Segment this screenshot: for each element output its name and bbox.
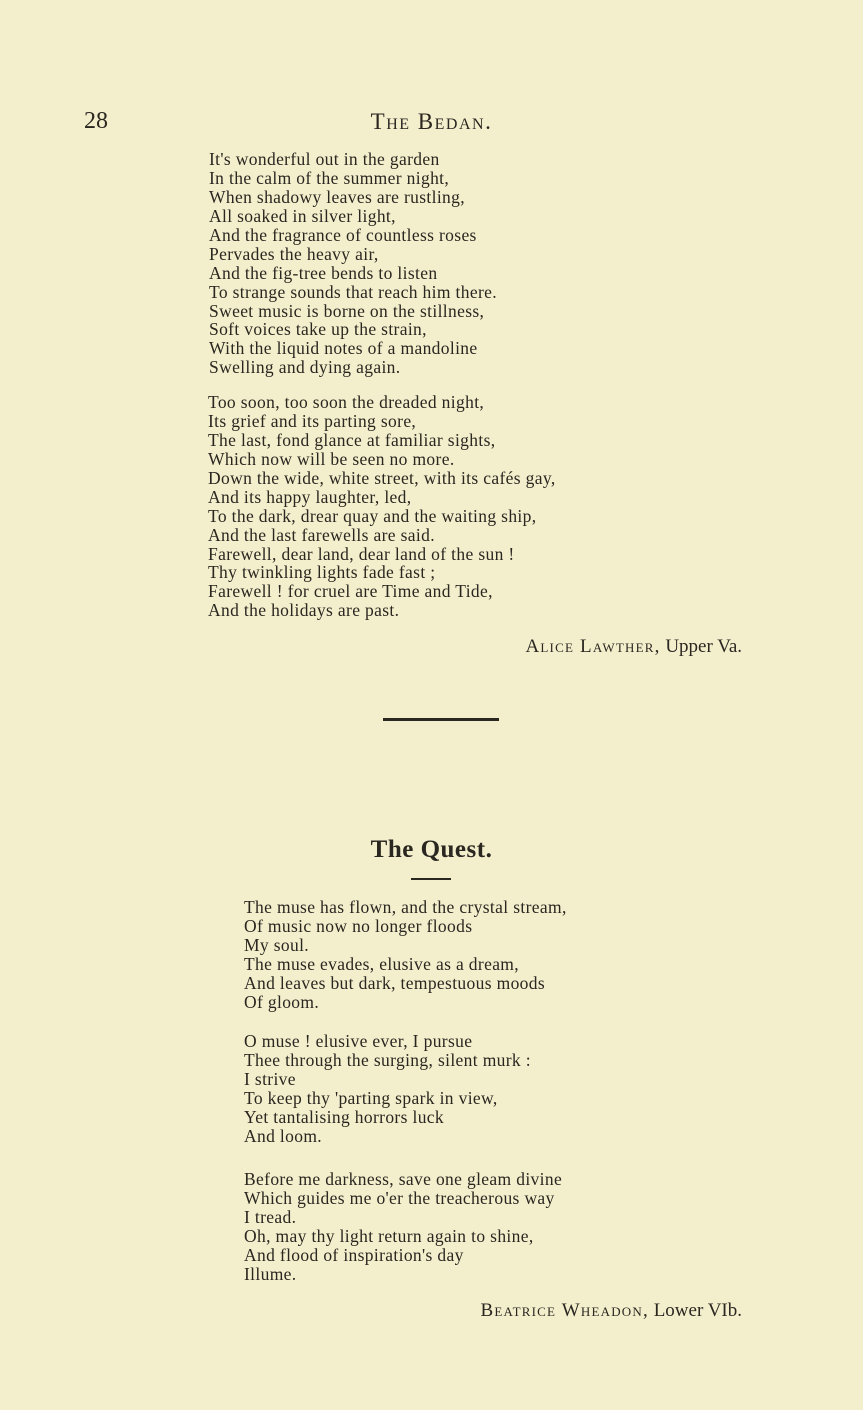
poem-line: The muse evades, elusive as a dream, [244, 953, 519, 974]
poem-line: In the calm of the summer night, [209, 167, 450, 188]
section-divider [383, 718, 499, 721]
poem-line: And the last farewells are said. [208, 524, 435, 545]
poem-line: To the dark, drear quay and the waiting ship, [208, 505, 537, 526]
poem-line: Which guides me o'er the treacherous way [244, 1187, 555, 1208]
poem-line: Farewell, dear land, dear land of the sun ! [208, 543, 515, 564]
poem-line: Down the wide, white street, with its cafés gay, [208, 467, 556, 488]
poem-line: And its happy laughter, led, [208, 486, 412, 507]
poem-line: Pervades the heavy air, [209, 243, 379, 264]
poem-line: When shadowy leaves are rustling, [209, 186, 465, 207]
poem-line: Yet tantalising horrors luck [244, 1106, 445, 1127]
poem-line: Thy twinkling lights fade fast ; [208, 562, 436, 583]
poem-line: And flood of inspiration's day [244, 1244, 464, 1265]
poem-line: O muse ! elusive ever, I pursue [244, 1031, 473, 1051]
poem-line: To strange sounds that reach him there. [209, 281, 497, 302]
poem-line: My soul. [244, 934, 310, 955]
poem-line: Illume. [244, 1263, 297, 1284]
poem-stanza [244, 1170, 562, 1284]
poem-line: And the fragrance of countless roses [209, 224, 477, 245]
poem-line: With the liquid notes of a mandoline [209, 338, 478, 359]
poem-line: And the fig-tree bends to listen [209, 262, 438, 283]
poem-stanza [244, 1032, 531, 1146]
poem-line: Farewell ! for cruel are Time and Tide, [208, 581, 493, 602]
page-number: 28 [84, 108, 108, 134]
poem-line: Thee through the surging, silent murk : [244, 1049, 531, 1070]
author-form: Upper Va. [665, 636, 742, 657]
poem-line: All soaked in silver light, [209, 205, 396, 226]
poem-line: And loom. [244, 1125, 323, 1146]
poem-line: To keep thy 'parting spark in view, [244, 1087, 498, 1108]
poem-line: Sweet music is borne on the stillness, [209, 300, 485, 321]
poem-line: Which now will be seen no more. [208, 448, 455, 469]
poem-line: Of music now no longer floods [244, 915, 473, 936]
author-name: Alice Lawther, [525, 636, 661, 657]
poem-line: I tread. [244, 1206, 297, 1227]
author-signature [480, 1300, 742, 1322]
poem-line: Oh, may thy light return again to shine, [244, 1225, 534, 1246]
poem-line: Its grief and its parting sore, [208, 410, 417, 431]
poem-line: The last, fond glance at familiar sights, [208, 429, 496, 450]
poem-line: Too soon, too soon the dreaded night, [208, 392, 485, 412]
poem-line: And leaves but dark, tempestuous moods [244, 972, 546, 993]
poem-line: And the holidays are past. [208, 600, 400, 621]
author-signature [525, 636, 742, 658]
poem-line: It's wonderful out in the garden [209, 149, 440, 169]
poem-stanza [208, 393, 556, 620]
poem-title: The Quest. [370, 836, 493, 863]
running-head: The Bedan. [370, 109, 493, 134]
poem-stanza [244, 898, 567, 1012]
poem-line: Swelling and dying again. [209, 357, 401, 378]
poem-line: The muse has flown, and the crystal stream, [244, 897, 567, 917]
author-name: Beatrice Wheadon, [480, 1300, 649, 1321]
author-form: Lower VIb. [653, 1300, 742, 1321]
poem-stanza [209, 150, 497, 377]
poem-line: Soft voices take up the strain, [209, 319, 427, 340]
poem-line: Of gloom. [244, 991, 320, 1012]
title-underline [411, 878, 451, 880]
poem-line: Before me darkness, save one gleam divine [244, 1169, 563, 1189]
poem-line: I strive [244, 1068, 296, 1089]
